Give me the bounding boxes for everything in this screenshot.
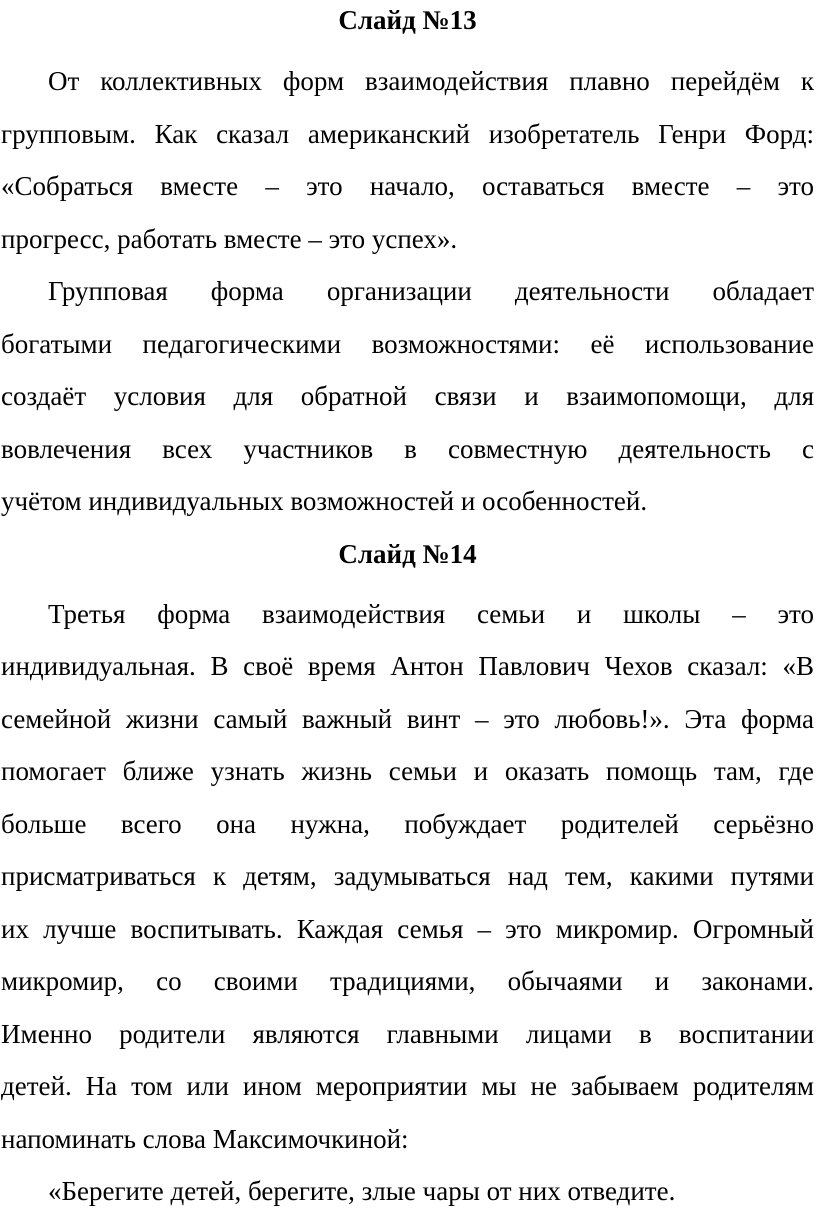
text-line: семейной жизни самый важный винт – это любовь!». Эта форма (1, 703, 814, 734)
text-line: прогресс, работать вместе – это успех». (1, 223, 458, 254)
text-line: напоминать слова Максимочкиной: (1, 1123, 409, 1154)
text-line: присматриваться к детям, задумываться над тем, какими путями (1, 861, 814, 891)
quote-line: «Берегите детей, берегите, злые чары от них отведите. (48, 1176, 676, 1206)
text-line: Именно родители являются главными лицами в воспитании (1, 1018, 814, 1049)
text-line: групповым. Как сказал американский изобретатель Генри Форд: (1, 118, 814, 149)
text-line: микромир, со своими традициями, обычаями и законами. (1, 966, 814, 996)
text-line: индивидуальная. В своё время Антон Павлович Чехов сказал: «В (1, 651, 814, 681)
slide-13-paragraph-1 (1, 55, 814, 265)
text-line: «Собраться вместе – это начало, оставаться вместе – это (1, 171, 814, 201)
text-line: учётом индивидуальных возможностей и особенностей. (1, 486, 648, 516)
slide-13-paragraph-2 (1, 265, 814, 528)
text-line: помогает ближе узнать жизнь семьи и оказать помощь там, где (1, 756, 814, 786)
text-line: вовлечения всех участников в совместную деятельность с (1, 433, 814, 464)
text-line: их лучше воспитывать. Каждая семья – это микромир. Огромный (1, 913, 814, 944)
text-line: создаёт условия для обратной связи и взаимопомощи, для (1, 381, 814, 411)
text-line: детей. На том или ином мероприятии мы не забываем родителям (1, 1071, 814, 1101)
text-line: От коллективных форм взаимодействия плавно перейдём к (48, 66, 814, 96)
text-line: Групповая форма организации деятельности обладает (48, 276, 814, 306)
text-line: Третья форма взаимодействия семьи и школы – это (48, 598, 814, 629)
text-line: больше всего она нужна, побуждает родителей серьёзно (1, 808, 814, 839)
slide-13-heading: Слайд №13 (338, 5, 477, 35)
text-line: богатыми педагогическими возможностями: её использование (1, 328, 814, 359)
slide-14-paragraph-1 (1, 588, 814, 1166)
slide-14-quote (1, 1165, 814, 1218)
slide-14-heading: Слайд №14 (338, 538, 477, 569)
